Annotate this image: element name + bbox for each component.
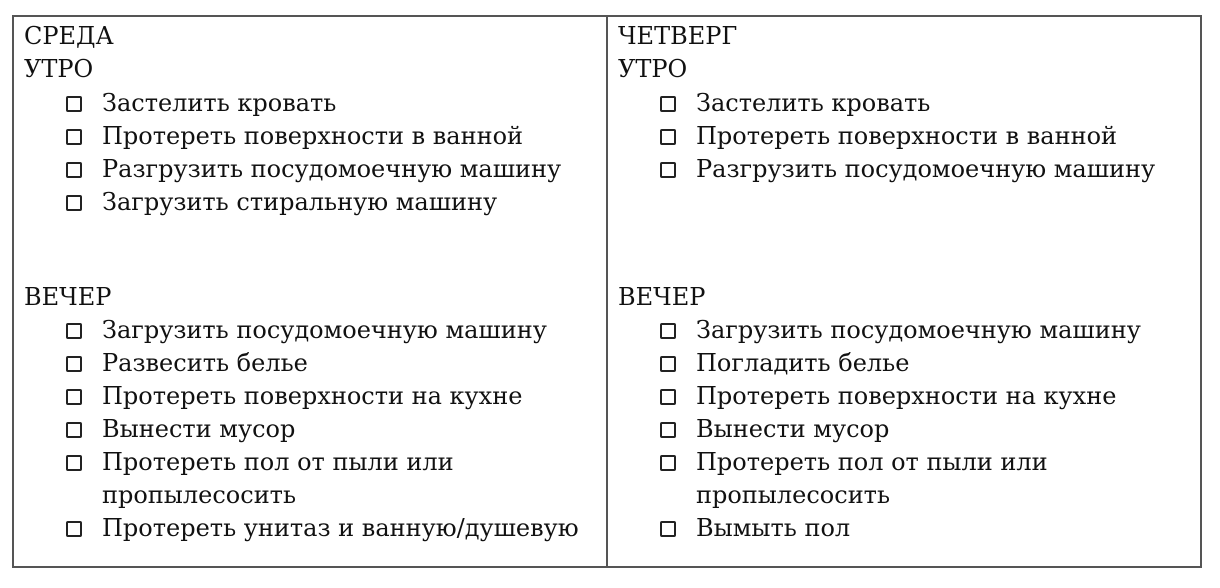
checkbox-icon[interactable]	[66, 162, 82, 178]
task-label: Протереть поверхности на кухне	[102, 382, 523, 410]
checkbox-icon[interactable]	[660, 389, 676, 405]
wednesday-morning-title: УТРО	[24, 55, 94, 83]
task-label: Протереть пол от пыли или пропылесосить	[696, 448, 1048, 509]
checkbox-icon[interactable]	[66, 455, 82, 471]
list-item	[66, 380, 579, 413]
list-item	[660, 314, 1141, 347]
thursday-morning-list	[660, 87, 1155, 186]
list-item	[660, 512, 1141, 545]
checkbox-icon[interactable]	[660, 455, 676, 471]
task-label: Протереть унитаз и ванную/душевую	[102, 514, 579, 542]
wednesday-morning-list	[66, 87, 561, 219]
task-label: Загрузить посудомоечную машину	[696, 316, 1141, 344]
list-item	[66, 186, 561, 219]
checkbox-icon[interactable]	[660, 162, 676, 178]
task-label: Вымыть пол	[696, 514, 851, 542]
task-label: Протереть поверхности на кухне	[696, 382, 1117, 410]
checkbox-icon[interactable]	[660, 422, 676, 438]
task-label: Разгрузить посудомоечную машину	[696, 155, 1156, 183]
checkbox-icon[interactable]	[660, 129, 676, 145]
list-item	[66, 314, 579, 347]
chore-table	[12, 15, 1202, 568]
task-label: Загрузить стиральную машину	[102, 188, 498, 216]
checkbox-icon[interactable]	[66, 323, 82, 339]
list-item	[66, 413, 579, 446]
checkbox-icon[interactable]	[660, 521, 676, 537]
wednesday-evening-list	[66, 314, 579, 545]
task-label: Протереть поверхности в ванной	[696, 122, 1118, 150]
checkbox-icon[interactable]	[66, 521, 82, 537]
task-label: Вынести мусор	[696, 415, 890, 443]
checkbox-icon[interactable]	[66, 389, 82, 405]
task-label: Развесить белье	[102, 349, 308, 377]
thursday-title: ЧЕТВЕРГ	[618, 22, 738, 50]
checkbox-icon[interactable]	[66, 195, 82, 211]
thursday-evening-title: ВЕЧЕР	[618, 283, 706, 311]
list-item	[660, 87, 1155, 120]
checkbox-icon[interactable]	[660, 356, 676, 372]
task-label: Застелить кровать	[696, 89, 931, 117]
list-item	[660, 446, 1141, 512]
list-item	[660, 120, 1155, 153]
task-label: Протереть поверхности в ванной	[102, 122, 524, 150]
thursday-morning-title: УТРО	[618, 55, 688, 83]
checkbox-icon[interactable]	[660, 323, 676, 339]
checkbox-icon[interactable]	[66, 422, 82, 438]
wednesday-column	[14, 17, 608, 566]
task-label: Вынести мусор	[102, 415, 296, 443]
task-label: Застелить кровать	[102, 89, 337, 117]
wednesday-title: СРЕДА	[24, 22, 114, 50]
list-item	[66, 347, 579, 380]
wednesday-evening-title: ВЕЧЕР	[24, 283, 112, 311]
checkbox-icon[interactable]	[660, 96, 676, 112]
task-label: Разгрузить посудомоечную машину	[102, 155, 562, 183]
task-label: Загрузить посудомоечную машину	[102, 316, 547, 344]
thursday-evening-list	[660, 314, 1141, 545]
checkbox-icon[interactable]	[66, 96, 82, 112]
task-label: Погладить белье	[696, 349, 910, 377]
list-item	[66, 153, 561, 186]
list-item	[660, 380, 1141, 413]
list-item	[660, 413, 1141, 446]
task-label: Протереть пол от пыли или пропылесосить	[102, 448, 454, 509]
list-item	[660, 153, 1155, 186]
list-item	[66, 446, 579, 512]
checkbox-icon[interactable]	[66, 356, 82, 372]
list-item	[66, 120, 561, 153]
list-item	[66, 512, 579, 545]
list-item	[66, 87, 561, 120]
checkbox-icon[interactable]	[66, 129, 82, 145]
thursday-column	[608, 17, 1200, 566]
list-item	[660, 347, 1141, 380]
